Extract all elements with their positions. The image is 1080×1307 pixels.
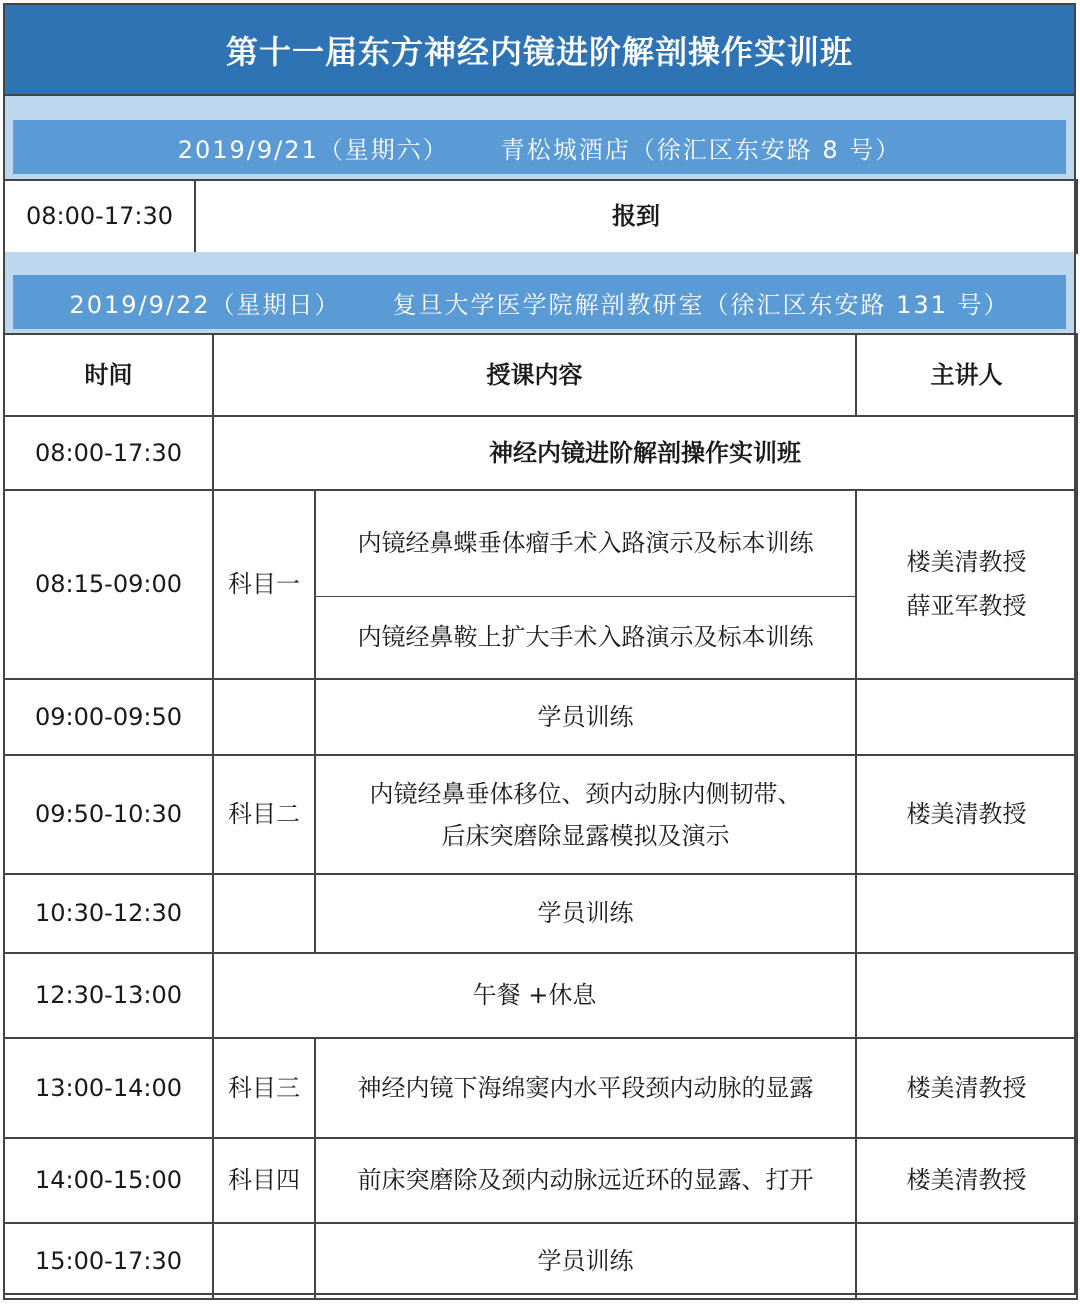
time-cell: 08:15-09:00 [4,490,213,679]
content-cell: 学员训练 [315,1223,856,1299]
speaker-cell: 楼美清教授 [856,1138,1077,1223]
table-row [4,180,1077,253]
content-cell: 神经内镜下海绵窦内水平段颈内动脉的显露 [315,1038,856,1138]
content-cell: 神经内镜进阶解剖操作实训班 [213,416,1077,490]
speaker-cell [856,490,1077,679]
page-title: 第十一届东方神经内镜进阶解剖操作实训班 [3,3,1076,96]
header-row [4,334,1077,416]
day2-band [3,252,1076,334]
day1-venue: 青松城酒店（徐汇区东安路 8 号） [500,135,902,164]
time-cell: 15:00-17:30 [4,1223,213,1299]
day2-venue: 复旦大学医学院解剖教研室（徐汇区东安路 131 号） [392,290,1010,319]
day2-header [13,275,1066,329]
subject-cell: 科目一 [213,490,315,679]
table-row [4,755,1077,874]
subject-cell [213,1223,315,1299]
content-text: 内镜经鼻鞍上扩大手术入路演示及标本训练 [357,623,814,652]
time-cell: 10:30-12:30 [4,874,213,953]
table-row [4,874,1077,953]
content-cell: 午餐 +休息 [213,953,856,1038]
time-cell: 08:00-17:30 [4,416,213,490]
content-cell: 学员训练 [315,679,856,755]
content-line: 后床突磨除显露模拟及演示 [441,821,730,850]
subject-cell [213,874,315,953]
content-text: 内镜经鼻蝶垂体瘤手术入路演示及标本训练 [357,529,814,558]
table-row [4,1138,1077,1223]
table-row [4,679,1077,755]
speaker-cell: 楼美清教授 [856,1038,1077,1138]
table-row [4,490,1077,679]
time-cell: 09:00-09:50 [4,679,213,755]
speaker-cell [856,679,1077,755]
time-cell: 14:00-15:00 [4,1138,213,1223]
subject-cell [213,679,315,755]
content-line: 内镜经鼻垂体移位、颈内动脉内侧韧带、 [369,779,802,808]
time-cell: 13:00-14:00 [4,1038,213,1138]
day1-date: 2019/9/21（星期六） [177,135,449,164]
header-time: 时间 [4,334,213,416]
table-row [4,1223,1077,1299]
activity-cell: 报到 [195,180,1077,253]
content-cell [315,755,856,874]
content-cell: 前床突磨除及颈内动脉远近环的显露、打开 [315,1138,856,1223]
day2-table [3,333,1078,1300]
speaker-cell [856,953,1077,1038]
table-row [4,953,1077,1038]
day1-header [13,120,1066,174]
subject-cell: 科目三 [213,1038,315,1138]
day1-table [3,179,1078,254]
content-item [316,597,855,678]
subject-cell: 科目二 [213,755,315,874]
speaker-cell [856,1223,1077,1299]
speaker-cell [856,874,1077,953]
content-cell: 学员训练 [315,874,856,953]
header-content: 授课内容 [213,334,856,416]
speaker-name: 楼美清教授 [906,548,1027,577]
content-item [316,491,855,597]
subject-cell: 科目四 [213,1138,315,1223]
speaker-cell: 楼美清教授 [856,755,1077,874]
table-row [4,416,1077,490]
time-cell: 12:30-13:00 [4,953,213,1038]
content-cell [315,490,856,679]
speaker-name: 薛亚军教授 [906,591,1027,620]
day1-band [3,96,1076,180]
time-cell: 09:50-10:30 [4,755,213,874]
day2-date: 2019/9/22（星期日） [69,290,341,319]
table-row [4,1038,1077,1138]
header-speaker: 主讲人 [856,334,1077,416]
time-cell: 08:00-17:30 [4,180,195,253]
